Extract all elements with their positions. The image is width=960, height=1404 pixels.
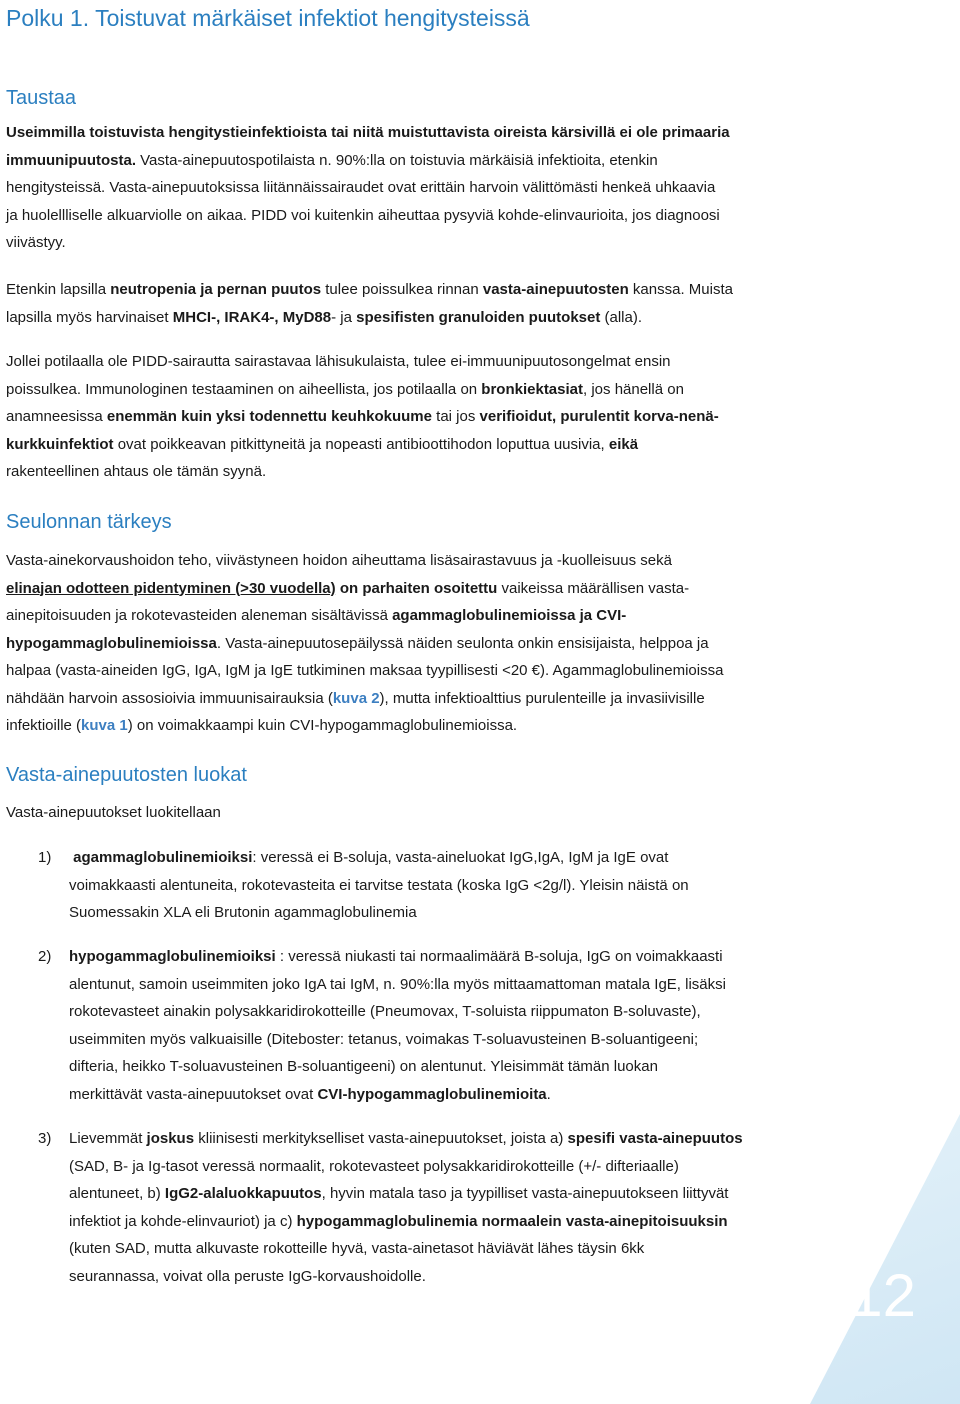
text-segment: alentuneet, b): [69, 1185, 165, 1202]
text-line: Vasta-ainekorvaushoidon teho, viivästyneen hoidon aiheuttama lisäsairastavuus ja -kuolleisuus sekä: [6, 552, 672, 569]
text-bold: spesifisten granuloiden puutokset: [356, 308, 601, 326]
text-segment: : veressä ei B-soluja, vasta-aineluokat IgG,IgA, IgM ja IgE ovat: [252, 849, 669, 866]
text-segment: Lievemmät: [69, 1130, 147, 1147]
text-line: [6, 602, 954, 630]
text-segment: , jos hänellä on: [583, 380, 684, 398]
text-line: [69, 1081, 954, 1109]
text-bold: verifioidut, purulentit korva-nenä-: [479, 408, 719, 425]
text-line: Vasta-ainepuutokset luokitellaan: [6, 804, 221, 821]
text-segment: - ja: [331, 308, 357, 326]
paragraph-taustaa-1: [6, 119, 954, 257]
text-line: (kuten SAD, mutta alkuvaste rokotteille hyvä, vasta-ainetasot häviävät lähes täysin 6kk: [69, 1240, 645, 1257]
text-bold: agammaglobulinemioiksi: [73, 849, 253, 866]
text-segment: nähdään harvoin assosioivia immuunisairauksia (: [6, 689, 333, 707]
page-title: Polku 1. Toistuvat märkäiset infektiot hengitysteissä: [6, 5, 530, 31]
text-bold: joskus: [146, 1130, 195, 1147]
text-segment: kanssa. Muista: [628, 281, 733, 298]
text-underlined: elinajan odotteen pidentyminen (>30 vuodella): [6, 579, 336, 597]
figure-reference-link[interactable]: kuva 2: [332, 689, 380, 707]
text-line: ja huolellliselle alkuarviolle on aikaa. PIDD voi kuitenkin aiheuttaa pysyviä kohde-elinvaurioita, jos diagnoosi: [6, 206, 720, 224]
text-bold: kurkkuinfektiot: [6, 435, 114, 453]
text-bold: hypogammaglobulinemioiksi: [69, 948, 276, 965]
text-segment: vaikeissa määrällisen vasta-: [497, 579, 690, 597]
text-line: [69, 943, 954, 971]
text-line: Suomessakin XLA eli Brutonin agammaglobulinemia: [69, 904, 417, 921]
text-bold: IRAK4-, MyD88: [224, 308, 332, 326]
list-number: 3): [38, 1130, 52, 1147]
text-line: [6, 431, 954, 459]
text-bold: enemmän kuin yksi todennettu keuhkokuume: [106, 408, 432, 425]
text-bold: on parhaiten osoitettu: [335, 579, 498, 597]
text-segment: kliinisesti merkitykselliset vasta-ainepuutokset, joista a): [194, 1130, 568, 1147]
text-segment: Vasta-ainepuutospotilaista n. 90%:lla on toistuvia märkäisiä infektioita, etenkin: [136, 151, 658, 169]
text-segment: tai jos: [431, 408, 480, 425]
text-line: [69, 1180, 954, 1208]
text-bold: eikä: [608, 435, 639, 453]
heading-vasta-ainepuutosten-luokat: Vasta-ainepuutosten luokat: [6, 764, 247, 786]
text-line: rakenteellinen ahtaus ole tämän syynä.: [6, 463, 267, 480]
text-bold: [6, 580, 336, 597]
text-line: [6, 147, 954, 175]
text-line: [6, 276, 954, 304]
heading-taustaa: Taustaa: [6, 87, 77, 109]
text-bold: vasta-ainepuutosten: [482, 281, 629, 298]
text-segment: lapsilla myös harvinaiset: [6, 308, 173, 326]
text-line: (SAD, B- ja Ig-tasot veressä normaalit, rokotevasteet polysakkaridirokotteille (+/- difteriaalle): [69, 1157, 679, 1175]
text-segment: infektiot ja kohde-elinvauriot) ja c): [69, 1212, 297, 1230]
text-bold: MHCI-,: [172, 308, 221, 326]
paragraph-taustaa-3: [6, 348, 954, 486]
text-line: Jollei potilaalla ole PIDD-sairautta sairastavaa lähisukulaista, tulee ei-immuunipuutosongelmat ensin: [6, 353, 671, 370]
text-bold: neutropenia ja pernan puutos: [110, 281, 322, 298]
text-line: [69, 1125, 954, 1153]
text-line: halpaa (vasta-aineiden IgG, IgA, IgM ja IgE tutkiminen maksaa tyypillisesti <20 €). Agammaglobulinemioissa: [6, 662, 724, 679]
text-segment: . Vasta-ainepuutosepäilyssä näiden seulonta onkin ensisijaista, helppoa ja: [216, 634, 709, 652]
text-bold: spesifi vasta-ainepuutos: [567, 1130, 743, 1147]
text-line: alentunut, samoin useimmiten joko IgA tai IgM, n. 90%:lla myös mittaamattoman matala IgE, lisäksi: [69, 975, 726, 993]
text-segment: ainepitoisuuden ja rokotevasteiden aleneman sisältävissä: [6, 607, 393, 624]
list-item-text: [69, 943, 954, 1108]
text-segment: infektioille (: [6, 717, 82, 734]
text-line: [6, 575, 954, 603]
text-segment: ), mutta infektioalttius purulenteille ja invasiivisille: [379, 689, 705, 707]
list-item-text: [69, 1125, 954, 1290]
text-line: hengitysteissä. Vasta-ainepuutoksissa liitännäissairaudet ovat erittäin harvoin välittömästi henkeä uhkaavia: [6, 179, 716, 196]
text-segment: : veressä niukasti tai normaalimäärä B-soluja, IgG on voimakkaasti: [275, 948, 723, 965]
list-number: 1): [38, 849, 52, 866]
text-bold: bronkiektasiat: [481, 380, 584, 398]
text-bold: IgG2-alaluokkapuutos: [164, 1185, 322, 1202]
paragraph-taustaa-2: [6, 276, 954, 331]
paragraph-seulonnan: [6, 547, 954, 740]
text-segment: .: [546, 1085, 551, 1103]
text-bold: hypogammaglobulinemia normaalein vasta-ainepitoisuuksin: [296, 1212, 728, 1230]
text-segment: (alla).: [600, 308, 643, 326]
text-segment: merkittävät vasta-ainepuutokset ovat: [69, 1085, 318, 1103]
text-line: [6, 403, 954, 431]
text-bold: agammaglobulinemioissa ja CVI-: [392, 607, 627, 624]
text-line: [69, 1208, 954, 1236]
text-line: voimakkaasti alentuneita, rokotevasteita ei tarvitse testata (koska IgG <2g/l). Yleisin näistä on: [69, 876, 689, 894]
text-line: Useimmilla toistuvista hengitystieinfektioista tai niitä muistuttavista oireista kärsivillä ei ole primaaria: [6, 124, 730, 141]
text-line: seurannassa, voivat olla peruste IgG-korvaushoidolle.: [69, 1267, 426, 1285]
paragraph-luokat-intro: [6, 799, 954, 827]
list-number: 2): [38, 948, 52, 965]
text-line: rokotevasteet ainakin polysakkaridirokotteille (Pneumovax, T-soluista riippumaton B-soluvaste),: [69, 1003, 701, 1020]
heading-seulonnan-tarkeys: Seulonnan tärkeys: [6, 511, 172, 533]
text-line: [6, 685, 954, 713]
text-bold: immuunipuutosta.: [6, 151, 136, 169]
text-line: [6, 712, 954, 740]
text-line: difteria, heikko T-soluavusteinen B-soluantigeeni) on alentunut. Yleisimmät tämän luokan: [69, 1058, 658, 1075]
text-line: [6, 376, 954, 404]
text-segment: ) on voimakkaampi kuin CVI-hypogammaglobulinemioissa.: [127, 717, 518, 734]
text-line: useimmiten myös valkuaisille (Diteboster: tetanus, voimakas T-soluavusteinen B-soluantigeeni;: [69, 1030, 699, 1048]
text-line: [69, 844, 954, 872]
text-line: viivästyy.: [6, 234, 66, 251]
text-line: [6, 304, 954, 332]
text-segment: poissulkea. Immunologinen testaaminen on aiheellista, jos potilaalla on: [6, 380, 482, 398]
list-item-text: [69, 844, 954, 927]
figure-reference-link[interactable]: kuva 1: [81, 717, 128, 734]
text-bold: CVI-hypogammaglobulinemioita: [317, 1085, 547, 1103]
text-segment: anamneesissa: [6, 408, 107, 425]
text-line: [6, 630, 954, 658]
text-segment: tulee poissulkea rinnan: [321, 281, 483, 298]
text-segment: Etenkin lapsilla: [6, 281, 111, 298]
text-bold: hypogammaglobulinemioissa: [6, 634, 217, 652]
text-segment: , hyvin matala taso ja tyypilliset vasta-ainepuutokseen liittyvät: [321, 1185, 729, 1202]
page-number: 12: [849, 1262, 916, 1329]
text-segment: ovat poikkeavan pitkittyneitä ja nopeasti antibioottihodon loputtua uusivia,: [113, 435, 609, 453]
